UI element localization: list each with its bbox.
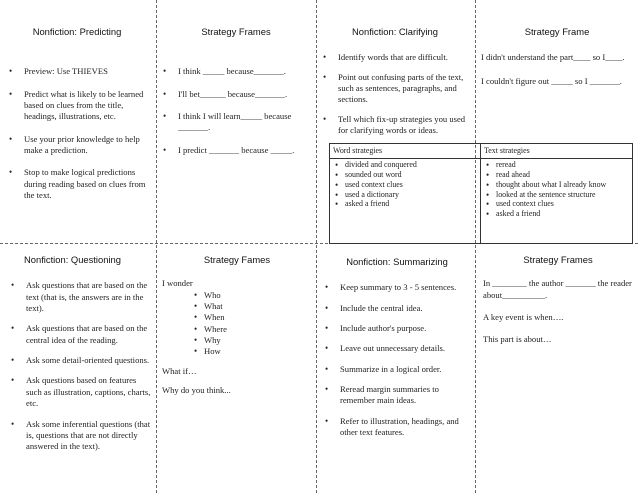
list-item: • Tell which fix-up strategies you used for clarifying words or ideas. (320, 114, 470, 137)
table-body-row (330, 158, 633, 243)
questioning-frames-title: Strategy Fames (203, 254, 271, 265)
clarifying-frame-line2: I couldn't figure out _____ so I _______. (481, 75, 622, 86)
text-strategies-cell (481, 158, 633, 243)
list-item: • used context clues (484, 199, 629, 209)
list-item: • asked a friend (484, 209, 629, 219)
list-item: • Summarize in a logical order. (322, 364, 472, 375)
list-item: • thought about what I already know (484, 180, 629, 190)
list-item: • Refer to illustration, headings, and other text features. (322, 416, 472, 439)
clarifying-title: Nonfiction: Clarifying (352, 26, 438, 37)
list-item: • Use your prior knowledge to help make a prediction. (6, 134, 152, 157)
list-item: • I predict _______ because _____. (160, 145, 312, 156)
list-item: • Where (192, 324, 312, 335)
list-item: • When (192, 312, 312, 323)
predicting-panel (6, 26, 152, 202)
list-item: • What (192, 301, 312, 312)
list-item: • Ask questions based on features such as illustration, captions, charts, etc. (8, 375, 154, 409)
divider-v3 (475, 0, 476, 493)
summarizing-frames-panel (483, 254, 633, 346)
text-strategies-list (484, 160, 629, 219)
list-item: • Point out confusing parts of the text, such as sentences, paragraphs, and sections. (320, 72, 470, 106)
list-item: • divided and conquered (333, 160, 477, 170)
list-item: • Stop to make logical predictions during reading based on clues from the text. (6, 167, 152, 201)
list-item: • Preview: Use THIEVES (6, 66, 152, 77)
predicting-frames-title: Strategy Frames (201, 26, 271, 37)
list-item: • Include author's purpose. (322, 323, 472, 334)
summarizing-panel (322, 256, 472, 439)
questioning-panel (8, 254, 154, 453)
list-item: • How (192, 346, 312, 357)
list-item: • Reread margin summaries to remember main ideas. (322, 384, 472, 407)
list-item: • Keep summary to 3 - 5 sentences. (322, 282, 472, 293)
summarizing-list (322, 282, 472, 438)
list-item: • sounded out word (333, 170, 477, 180)
word-strategies-header: Word strategies (330, 144, 481, 159)
list-item: • read ahead (484, 170, 629, 180)
clarifying-frame-panel (481, 26, 633, 87)
summarizing-frames-line1: In ________ the author _______ the reader about__________. (483, 278, 632, 300)
clarifying-list (320, 52, 470, 136)
questioning-list (8, 280, 154, 452)
predicting-frames-panel (160, 26, 312, 156)
word-strategies-list (333, 160, 477, 209)
summarizing-title: Nonfiction: Summarizing (346, 256, 448, 267)
list-item: • Leave out unnecessary details. (322, 343, 472, 354)
list-item: • Include the central idea. (322, 303, 472, 314)
questioning-title: Nonfiction: Questioning (24, 254, 121, 265)
list-item: • Ask questions that are based on the text (that is, the answers are in the text). (8, 280, 154, 314)
fixup-strategy-table (329, 143, 633, 244)
list-item: • asked a friend (333, 199, 477, 209)
clarifying-frame-title: Strategy Frame (524, 26, 590, 37)
table-header-row (330, 144, 633, 159)
clarifying-panel (320, 26, 470, 136)
divider-v2 (316, 0, 317, 493)
list-item: • I'll bet______ because_______. (160, 89, 312, 100)
list-item: • Predict what is likely to be learned based on clues from the title, headings, illustrations, etc. (6, 89, 152, 123)
divider-v1 (156, 0, 157, 493)
summarizing-frames-title: Strategy Frames (523, 254, 593, 265)
questioning-frames-intro: I wonder (162, 278, 193, 289)
list-item: • looked at the sentence structure (484, 190, 629, 200)
summarizing-frames-line3: This part is about… (483, 334, 552, 345)
questioning-frames-why-think: Why do you think... (162, 385, 231, 396)
list-item: • Ask some inferential questions (that is, questions that are not directly answered in the text). (8, 419, 154, 453)
word-strategies-cell (330, 158, 481, 243)
summarizing-frames-line2: A key event is when…. (483, 312, 564, 323)
questioning-frames-what-if: What if… (162, 365, 197, 376)
list-item: • I think I will learn_____ because _______. (160, 111, 312, 134)
clarifying-frame-line1: I didn't understand the part____ so I____. (481, 52, 625, 63)
list-item: • used context clues (333, 180, 477, 190)
list-item: • Ask some detail-oriented questions. (8, 355, 154, 366)
list-item: • Identify words that are difficult. (320, 52, 470, 63)
predicting-frames-list (160, 66, 312, 156)
list-item: • I think _____ because_______. (160, 66, 312, 77)
list-item: • reread (484, 160, 629, 170)
predicting-title: Nonfiction: Predicting (32, 26, 122, 37)
wh-word-list (192, 290, 312, 358)
questioning-frames-panel (162, 254, 312, 397)
list-item: • Why (192, 335, 312, 346)
list-item: • used a dictionary (333, 190, 477, 200)
text-strategies-header: Text strategies (481, 144, 633, 159)
list-item: • Who (192, 290, 312, 301)
list-item: • Ask questions that are based on the central idea of the reading. (8, 323, 154, 346)
predicting-list (6, 66, 152, 201)
